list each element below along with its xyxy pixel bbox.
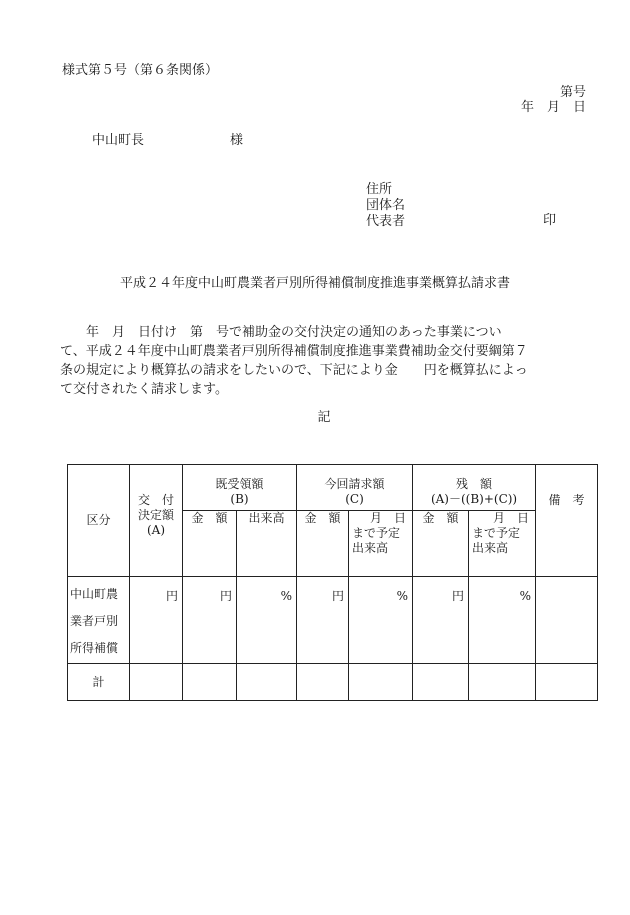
cell-biko bbox=[536, 577, 598, 664]
total-cell bbox=[237, 664, 297, 701]
header-konkai-c: (C) bbox=[345, 492, 364, 506]
addressee bbox=[92, 134, 243, 147]
row-label-line3: 所得補償 bbox=[70, 641, 119, 655]
total-cell bbox=[469, 664, 536, 701]
total-cell bbox=[183, 664, 237, 701]
sub-zan-yotei bbox=[469, 511, 536, 577]
cell-konkai-pct: % bbox=[349, 577, 413, 664]
sub-konkai-yotei-line2: まで予定 bbox=[352, 526, 401, 540]
body-line: て、平成２４年度中山町農業者戸別所得補償制度推進事業費補助金交付要綱第７ bbox=[60, 344, 528, 359]
sub-zan-yotei-line3: 出来高 bbox=[472, 541, 509, 555]
sender-org-label: 団体名 bbox=[366, 198, 406, 213]
header-biko: 備 考 bbox=[536, 465, 598, 577]
body-line: 年 月 日付け 第 号で補助金の交付決定の通知のあった事業につい bbox=[60, 325, 502, 340]
sub-konkai-yotei bbox=[349, 511, 413, 577]
total-label: 計 bbox=[68, 664, 130, 701]
header-zan-label: 残 額 bbox=[456, 477, 493, 491]
header-kiju bbox=[183, 465, 297, 511]
row-label-line2: 業者戸別 bbox=[70, 614, 119, 628]
sub-zan-yotei-line1: 月 日 bbox=[493, 511, 530, 525]
body-line: て交付されたく請求します。 bbox=[60, 382, 228, 397]
addressee-name: 中山町長 bbox=[92, 133, 145, 148]
row-label bbox=[68, 577, 130, 664]
seal-mark: 印 bbox=[543, 213, 557, 228]
header-kettei-line2: 決定額 bbox=[137, 508, 174, 522]
header-kettei-line1: 交 付 bbox=[137, 493, 174, 507]
total-cell bbox=[536, 664, 598, 701]
sub-zan-yotei-line2: まで予定 bbox=[472, 526, 521, 540]
ki-heading: 記 bbox=[317, 410, 331, 425]
document-date: 年 月 日 bbox=[520, 100, 586, 115]
cell-kiju-pct: % bbox=[237, 577, 297, 664]
header-zan-formula: (A)－((B)+(C)) bbox=[430, 492, 518, 506]
cell-zan-pct: % bbox=[469, 577, 536, 664]
sub-kiju-kingaku: 金 額 bbox=[183, 511, 237, 577]
request-body bbox=[60, 323, 592, 399]
header-kiju-label: 既受領額 bbox=[215, 477, 264, 491]
total-cell bbox=[413, 664, 469, 701]
cell-kettei-yen: 円 bbox=[130, 577, 183, 664]
row-label-line1: 中山町農 bbox=[70, 587, 119, 601]
header-kettei-line3: (A) bbox=[146, 523, 166, 537]
document-number: 第号 bbox=[559, 85, 586, 100]
breakdown-table bbox=[67, 464, 598, 701]
sub-konkai-yotei-line1: 月 日 bbox=[370, 511, 407, 525]
sender-block bbox=[366, 182, 405, 230]
header-zan bbox=[413, 465, 536, 511]
sub-zan-kingaku: 金 額 bbox=[413, 511, 469, 577]
sub-konkai-yotei-line3: 出来高 bbox=[352, 541, 389, 555]
sub-konkai-kingaku: 金 額 bbox=[297, 511, 349, 577]
header-konkai-label: 今回請求額 bbox=[324, 477, 385, 491]
document-title: 平成２４年度中山町農業者戸別所得補償制度推進事業概算払請求書 bbox=[119, 276, 510, 291]
addressee-honorific: 様 bbox=[230, 133, 244, 148]
form-number: 様式第５号（第６条関係） bbox=[62, 63, 219, 78]
total-cell bbox=[349, 664, 413, 701]
total-cell bbox=[130, 664, 183, 701]
header-konkai bbox=[297, 465, 413, 511]
body-line: 条の規定により概算払の請求をしたいので、下記により金 円を概算払によっ bbox=[60, 363, 528, 378]
total-cell bbox=[297, 664, 349, 701]
cell-kiju-yen: 円 bbox=[183, 577, 237, 664]
header-kiju-b: (B) bbox=[230, 492, 249, 506]
sender-representative-label: 代表者 bbox=[366, 214, 406, 229]
cell-konkai-yen: 円 bbox=[297, 577, 349, 664]
sub-kiju-dekidaka: 出来高 bbox=[237, 511, 297, 577]
header-kubun: 区分 bbox=[68, 465, 130, 577]
cell-zan-yen: 円 bbox=[413, 577, 469, 664]
header-kettei bbox=[130, 465, 183, 577]
sender-address-label: 住所 bbox=[366, 182, 393, 197]
